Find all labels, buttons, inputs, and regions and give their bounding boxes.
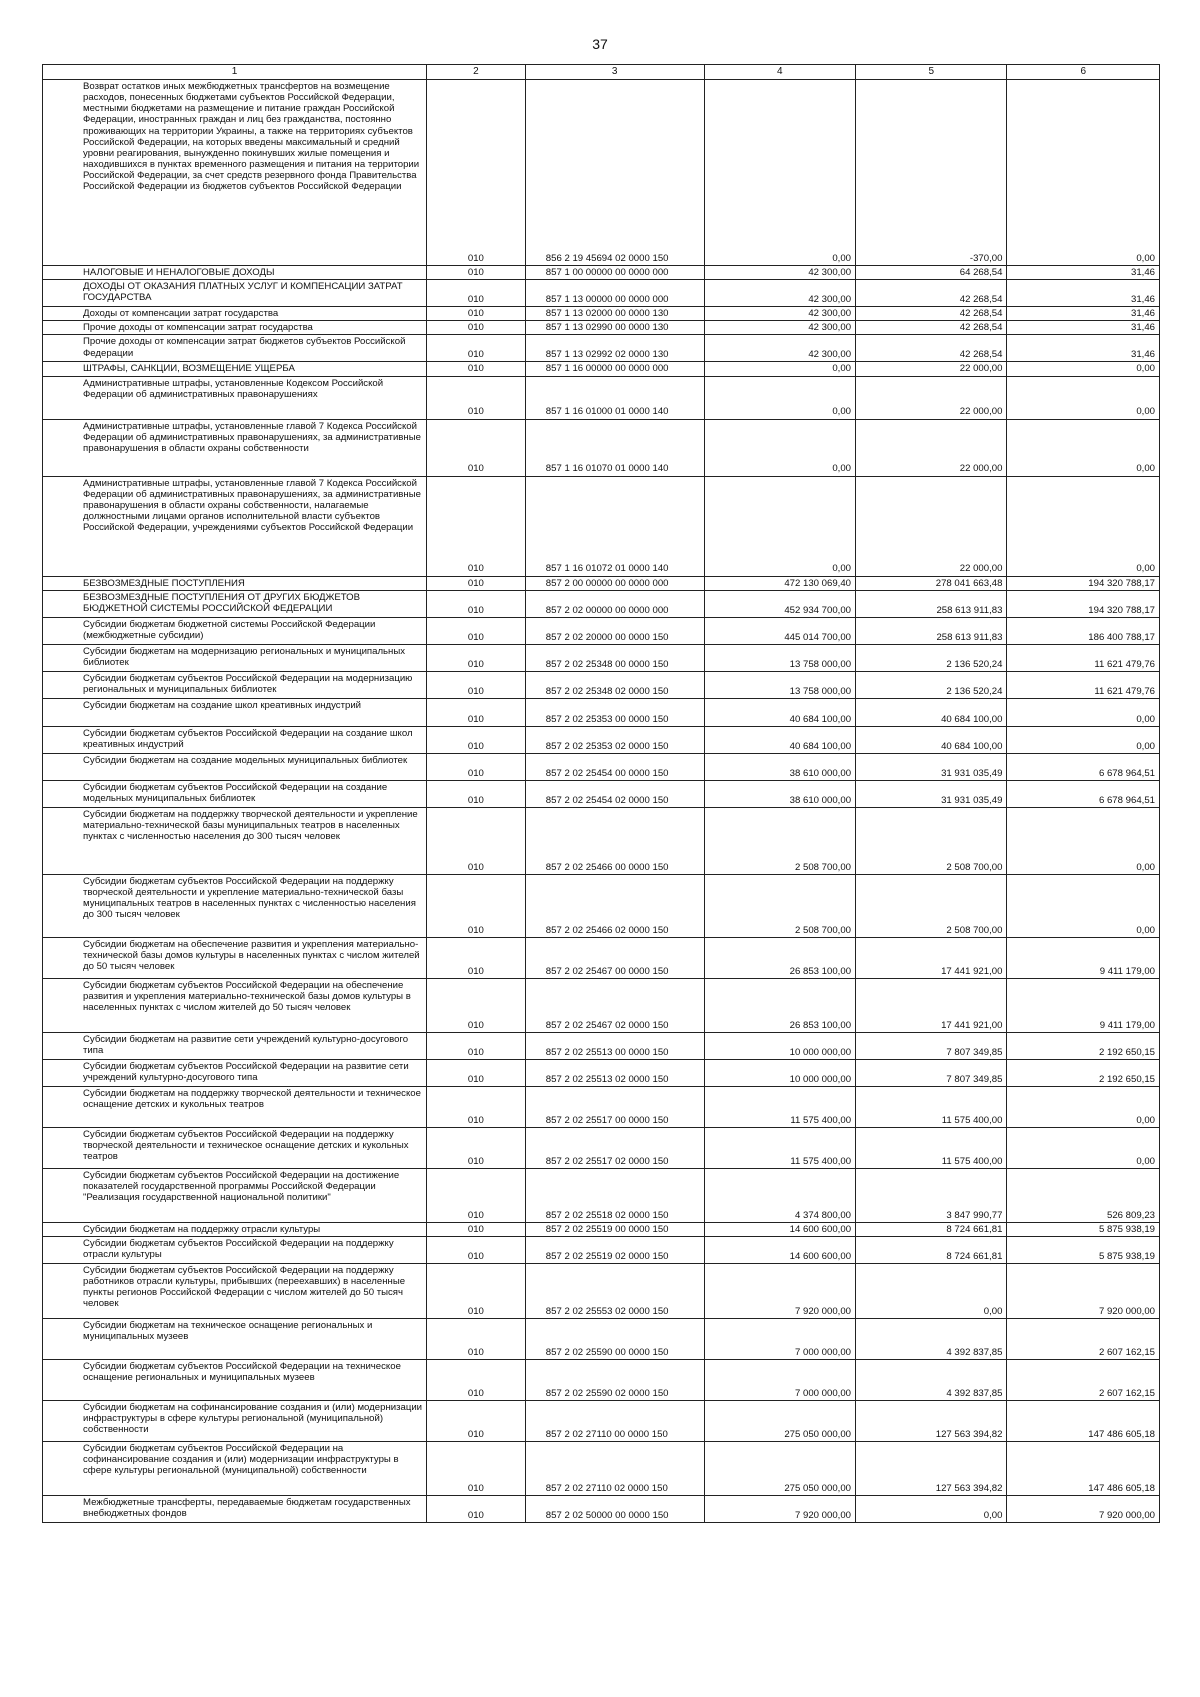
row-executed-amount: 8 724 661,81: [856, 1222, 1007, 1236]
row-classification-code: 857 2 02 50000 00 0000 150: [525, 1495, 704, 1522]
row-unexecuted-amount: 526 809,23: [1007, 1168, 1160, 1222]
column-number-row: [43, 65, 1160, 80]
row-unexecuted-amount: 2 192 650,15: [1007, 1059, 1160, 1086]
row-line-code: 010: [427, 978, 526, 1032]
row-name: Административные штрафы, установленные главой 7 Кодекса Российской Федерации об административных правонарушениях, за административные правонарушения в области охраны собственности: [43, 419, 427, 476]
row-approved-amount: 0,00: [704, 419, 855, 476]
table-row: [43, 1359, 1160, 1400]
row-line-code: 010: [427, 1495, 526, 1522]
row-classification-code: 857 2 02 25353 02 0000 150: [525, 726, 704, 753]
row-approved-amount: 275 050 000,00: [704, 1441, 855, 1495]
row-unexecuted-amount: 31,46: [1007, 335, 1160, 362]
row-approved-amount: 0,00: [704, 80, 855, 266]
row-executed-amount: 17 441 921,00: [856, 978, 1007, 1032]
row-executed-amount: 4 392 837,85: [856, 1359, 1007, 1400]
row-line-code: 010: [427, 576, 526, 590]
table-row: [43, 1086, 1160, 1127]
row-name: Субсидии бюджетам на обеспечение развития и укрепления материально-технической базы домов культуры в населенных пунктах с числом жителей до 50 тысяч человек: [43, 937, 427, 978]
row-name: Субсидии бюджетам субъектов Российской Федерации на поддержку творческой деятельности и техническое оснащение детских и кукольных театров: [43, 1127, 427, 1168]
table-row: [43, 1168, 1160, 1222]
page-number: 37: [592, 36, 608, 52]
row-classification-code: 857 2 02 25467 00 0000 150: [525, 937, 704, 978]
row-line-code: 010: [427, 476, 526, 576]
row-unexecuted-amount: 147 486 605,18: [1007, 1441, 1160, 1495]
column-number: 4: [704, 65, 855, 80]
row-approved-amount: 38 610 000,00: [704, 780, 855, 807]
table-row: [43, 80, 1160, 266]
row-line-code: 010: [427, 780, 526, 807]
row-classification-code: 857 2 02 25519 00 0000 150: [525, 1222, 704, 1236]
row-classification-code: 857 1 16 01072 01 0000 140: [525, 476, 704, 576]
table-row: [43, 617, 1160, 644]
row-classification-code: 857 2 02 25553 02 0000 150: [525, 1263, 704, 1318]
row-name: Административные штрафы, установленные главой 7 Кодекса Российской Федерации об административных правонарушениях, за административные правонарушения в области охраны собственности, налагаемые должностными лицами органов исполнительной власти субъектов Российской Федерации, учреждениями субъектов Российской Федерации: [43, 476, 427, 576]
row-executed-amount: 31 931 035,49: [856, 753, 1007, 780]
row-name: Субсидии бюджетам субъектов Российской Федерации на модернизацию региональных и муниципальных библиотек: [43, 671, 427, 698]
row-name: Субсидии бюджетам субъектов Российской Федерации на достижение показателей государственной программы Российской Федерации "Реализация государственной национальной политики": [43, 1168, 427, 1222]
row-unexecuted-amount: 11 621 479,76: [1007, 671, 1160, 698]
row-executed-amount: 2 136 520,24: [856, 644, 1007, 671]
row-unexecuted-amount: 0,00: [1007, 476, 1160, 576]
row-line-code: 010: [427, 874, 526, 937]
row-name: Субсидии бюджетам субъектов Российской Федерации на софинансирование создания и (или) модернизации инфраструктуры в сфере культуры региональной (муниципальной) собственности: [43, 1441, 427, 1495]
row-line-code: 010: [427, 590, 526, 617]
row-executed-amount: 22 000,00: [856, 419, 1007, 476]
table-row: [43, 1441, 1160, 1495]
row-line-code: 010: [427, 807, 526, 874]
row-unexecuted-amount: 0,00: [1007, 362, 1160, 376]
row-name: ШТРАФЫ, САНКЦИИ, ВОЗМЕЩЕНИЕ УЩЕРБА: [43, 362, 427, 376]
table-row: [43, 978, 1160, 1032]
row-unexecuted-amount: 9 411 179,00: [1007, 937, 1160, 978]
row-classification-code: 857 2 02 25353 00 0000 150: [525, 698, 704, 726]
row-line-code: 010: [427, 1359, 526, 1400]
row-line-code: 010: [427, 280, 526, 307]
table-row: [43, 335, 1160, 362]
row-executed-amount: 7 807 349,85: [856, 1032, 1007, 1059]
row-executed-amount: 22 000,00: [856, 362, 1007, 376]
row-approved-amount: 13 758 000,00: [704, 671, 855, 698]
row-line-code: 010: [427, 80, 526, 266]
row-approved-amount: 275 050 000,00: [704, 1400, 855, 1441]
column-number: 6: [1007, 65, 1160, 80]
row-approved-amount: 42 300,00: [704, 280, 855, 307]
row-unexecuted-amount: 31,46: [1007, 307, 1160, 321]
table-row: [43, 671, 1160, 698]
table-row: [43, 1236, 1160, 1263]
row-approved-amount: 10 000 000,00: [704, 1032, 855, 1059]
row-executed-amount: 127 563 394,82: [856, 1441, 1007, 1495]
row-line-code: 010: [427, 307, 526, 321]
row-unexecuted-amount: 7 920 000,00: [1007, 1495, 1160, 1522]
row-executed-amount: 258 613 911,83: [856, 617, 1007, 644]
row-approved-amount: 42 300,00: [704, 266, 855, 280]
row-approved-amount: 10 000 000,00: [704, 1059, 855, 1086]
row-line-code: 010: [427, 1222, 526, 1236]
row-line-code: 010: [427, 1127, 526, 1168]
row-executed-amount: 2 136 520,24: [856, 671, 1007, 698]
row-executed-amount: 4 392 837,85: [856, 1318, 1007, 1359]
row-classification-code: 857 2 02 25348 00 0000 150: [525, 644, 704, 671]
row-line-code: 010: [427, 671, 526, 698]
table-row: [43, 1318, 1160, 1359]
row-unexecuted-amount: 9 411 179,00: [1007, 978, 1160, 1032]
row-classification-code: 857 1 13 02992 02 0000 130: [525, 335, 704, 362]
row-executed-amount: 64 268,54: [856, 266, 1007, 280]
row-classification-code: 856 2 19 45694 02 0000 150: [525, 80, 704, 266]
row-line-code: 010: [427, 753, 526, 780]
row-unexecuted-amount: 6 678 964,51: [1007, 753, 1160, 780]
column-number: 3: [525, 65, 704, 80]
row-line-code: 010: [427, 266, 526, 280]
row-classification-code: 857 2 02 25513 02 0000 150: [525, 1059, 704, 1086]
row-unexecuted-amount: 0,00: [1007, 419, 1160, 476]
table-row: [43, 280, 1160, 307]
row-classification-code: 857 2 02 25454 02 0000 150: [525, 780, 704, 807]
row-name: Возврат остатков иных межбюджетных трансфертов на возмещение расходов, понесенных бюджетами субъектов Российской Федерации, местными бюджетами на размещение и питание граждан Российской Федерации, иностранных граждан и лиц без гражданства, постоянно проживающих на территории Украины, а также на территориях субъектов Российской Федерации, на которых введены максимальный и средний уровни реагирования, вынужденно покинувших жилые помещения и находившихся в пунктах временного размещения и питания на территории Российской Федерации, за счет средств резервного фонда Правительства Российской Федерации из бюджетов субъектов Российской Федерации: [43, 80, 427, 266]
table-row: [43, 590, 1160, 617]
table-row: [43, 1263, 1160, 1318]
row-unexecuted-amount: 0,00: [1007, 874, 1160, 937]
column-number: 5: [856, 65, 1007, 80]
row-unexecuted-amount: 11 621 479,76: [1007, 644, 1160, 671]
row-line-code: 010: [427, 698, 526, 726]
row-line-code: 010: [427, 1168, 526, 1222]
row-unexecuted-amount: 5 875 938,19: [1007, 1222, 1160, 1236]
row-line-code: 010: [427, 1059, 526, 1086]
table-row: [43, 698, 1160, 726]
row-executed-amount: 42 268,54: [856, 307, 1007, 321]
row-classification-code: 857 2 02 25454 00 0000 150: [525, 753, 704, 780]
table-row: [43, 476, 1160, 576]
row-name: Доходы от компенсации затрат государства: [43, 307, 427, 321]
row-name: Субсидии бюджетам на развитие сети учреждений культурно-досугового типа: [43, 1032, 427, 1059]
row-approved-amount: 4 374 800,00: [704, 1168, 855, 1222]
row-approved-amount: 38 610 000,00: [704, 753, 855, 780]
row-classification-code: 857 1 13 02990 00 0000 130: [525, 321, 704, 335]
row-unexecuted-amount: 186 400 788,17: [1007, 617, 1160, 644]
table-row: [43, 1400, 1160, 1441]
row-line-code: 010: [427, 321, 526, 335]
row-approved-amount: 42 300,00: [704, 307, 855, 321]
row-executed-amount: 42 268,54: [856, 321, 1007, 335]
row-unexecuted-amount: 194 320 788,17: [1007, 590, 1160, 617]
row-approved-amount: 0,00: [704, 476, 855, 576]
row-name: Субсидии бюджетам на поддержку творческой деятельности и техническое оснащение детских и кукольных театров: [43, 1086, 427, 1127]
row-executed-amount: -370,00: [856, 80, 1007, 266]
row-line-code: 010: [427, 617, 526, 644]
row-name: Субсидии бюджетам на софинансирование создания и (или) модернизации инфраструктуры в сфере культуры региональной (муниципальной) собственности: [43, 1400, 427, 1441]
row-name: БЕЗВОЗМЕЗДНЫЕ ПОСТУПЛЕНИЯ ОТ ДРУГИХ БЮДЖЕТОВ БЮДЖЕТНОЙ СИСТЕМЫ РОССИЙСКОЙ ФЕДЕРАЦИИ: [43, 590, 427, 617]
row-name: Субсидии бюджетам на модернизацию региональных и муниципальных библиотек: [43, 644, 427, 671]
row-approved-amount: 26 853 100,00: [704, 978, 855, 1032]
row-line-code: 010: [427, 644, 526, 671]
row-executed-amount: 17 441 921,00: [856, 937, 1007, 978]
table-row: [43, 419, 1160, 476]
row-executed-amount: 8 724 661,81: [856, 1236, 1007, 1263]
row-unexecuted-amount: 194 320 788,17: [1007, 576, 1160, 590]
row-approved-amount: 445 014 700,00: [704, 617, 855, 644]
row-classification-code: 857 2 02 25517 00 0000 150: [525, 1086, 704, 1127]
row-executed-amount: 42 268,54: [856, 335, 1007, 362]
row-classification-code: 857 2 00 00000 00 0000 000: [525, 576, 704, 590]
row-name: Субсидии бюджетам субъектов Российской Федерации на техническое оснащение региональных и муниципальных музеев: [43, 1359, 427, 1400]
row-approved-amount: 7 000 000,00: [704, 1318, 855, 1359]
row-unexecuted-amount: 7 920 000,00: [1007, 1263, 1160, 1318]
row-name: Субсидии бюджетам субъектов Российской Федерации на создание модельных муниципальных библиотек: [43, 780, 427, 807]
row-executed-amount: 278 041 663,48: [856, 576, 1007, 590]
row-approved-amount: 42 300,00: [704, 321, 855, 335]
row-unexecuted-amount: 2 607 162,15: [1007, 1318, 1160, 1359]
row-approved-amount: 14 600 600,00: [704, 1222, 855, 1236]
row-unexecuted-amount: 31,46: [1007, 321, 1160, 335]
table-row: [43, 576, 1160, 590]
row-name: Субсидии бюджетам на поддержку творческой деятельности и укрепление материально-технической базы муниципальных театров в населенных пунктах с численностью населения до 300 тысяч человек: [43, 807, 427, 874]
row-unexecuted-amount: 31,46: [1007, 280, 1160, 307]
table-row: [43, 321, 1160, 335]
row-name: Субсидии бюджетам на создание школ креативных индустрий: [43, 698, 427, 726]
row-unexecuted-amount: 0,00: [1007, 726, 1160, 753]
row-classification-code: 857 2 02 25590 02 0000 150: [525, 1359, 704, 1400]
row-executed-amount: 40 684 100,00: [856, 726, 1007, 753]
row-executed-amount: 3 847 990,77: [856, 1168, 1007, 1222]
row-unexecuted-amount: 2 192 650,15: [1007, 1032, 1160, 1059]
income-report-table: [42, 64, 1160, 1523]
row-name: Субсидии бюджетам субъектов Российской Федерации на развитие сети учреждений культурно-досугового типа: [43, 1059, 427, 1086]
row-classification-code: 857 2 02 25467 02 0000 150: [525, 978, 704, 1032]
row-approved-amount: 7 000 000,00: [704, 1359, 855, 1400]
row-line-code: 010: [427, 1400, 526, 1441]
row-line-code: 010: [427, 937, 526, 978]
row-executed-amount: 11 575 400,00: [856, 1127, 1007, 1168]
row-unexecuted-amount: 147 486 605,18: [1007, 1400, 1160, 1441]
row-approved-amount: 11 575 400,00: [704, 1127, 855, 1168]
row-name: Прочие доходы от компенсации затрат государства: [43, 321, 427, 335]
row-executed-amount: 11 575 400,00: [856, 1086, 1007, 1127]
row-name: Субсидии бюджетам бюджетной системы Российской Федерации (межбюджетные субсидии): [43, 617, 427, 644]
row-classification-code: 857 2 02 25517 02 0000 150: [525, 1127, 704, 1168]
row-unexecuted-amount: 0,00: [1007, 1127, 1160, 1168]
row-executed-amount: 22 000,00: [856, 476, 1007, 576]
row-approved-amount: 40 684 100,00: [704, 698, 855, 726]
row-classification-code: 857 2 02 25518 02 0000 150: [525, 1168, 704, 1222]
row-unexecuted-amount: 0,00: [1007, 807, 1160, 874]
table-row: [43, 937, 1160, 978]
row-approved-amount: 2 508 700,00: [704, 874, 855, 937]
row-name: Межбюджетные трансферты, передаваемые бюджетам государственных внебюджетных фондов: [43, 1495, 427, 1522]
row-classification-code: 857 1 16 01070 01 0000 140: [525, 419, 704, 476]
report-body: [43, 65, 1160, 1523]
table-row: [43, 1222, 1160, 1236]
row-name: Субсидии бюджетам на техническое оснащение региональных и муниципальных музеев: [43, 1318, 427, 1359]
row-classification-code: 857 2 02 27110 00 0000 150: [525, 1400, 704, 1441]
row-name: Административные штрафы, установленные Кодексом Российской Федерации об административных правонарушениях: [43, 376, 427, 419]
table-row: [43, 1032, 1160, 1059]
table-row: [43, 807, 1160, 874]
row-executed-amount: 0,00: [856, 1495, 1007, 1522]
row-line-code: 010: [427, 1032, 526, 1059]
row-executed-amount: 258 613 911,83: [856, 590, 1007, 617]
row-line-code: 010: [427, 1236, 526, 1263]
row-line-code: 010: [427, 1441, 526, 1495]
table-row: [43, 362, 1160, 376]
row-name: Субсидии бюджетам субъектов Российской Федерации на создание школ креативных индустрий: [43, 726, 427, 753]
row-executed-amount: 0,00: [856, 1263, 1007, 1318]
table-row: [43, 1495, 1160, 1522]
row-approved-amount: 42 300,00: [704, 335, 855, 362]
row-line-code: 010: [427, 335, 526, 362]
row-approved-amount: 0,00: [704, 362, 855, 376]
row-approved-amount: 2 508 700,00: [704, 807, 855, 874]
row-name: Прочие доходы от компенсации затрат бюджетов субъектов Российской Федерации: [43, 335, 427, 362]
table-row: [43, 753, 1160, 780]
row-classification-code: 857 2 02 25348 02 0000 150: [525, 671, 704, 698]
row-executed-amount: 31 931 035,49: [856, 780, 1007, 807]
row-line-code: 010: [427, 362, 526, 376]
row-line-code: 010: [427, 376, 526, 419]
row-unexecuted-amount: 0,00: [1007, 376, 1160, 419]
table-row: [43, 1127, 1160, 1168]
row-approved-amount: 11 575 400,00: [704, 1086, 855, 1127]
row-approved-amount: 7 920 000,00: [704, 1495, 855, 1522]
row-approved-amount: 7 920 000,00: [704, 1263, 855, 1318]
row-approved-amount: 26 853 100,00: [704, 937, 855, 978]
row-name: Субсидии бюджетам субъектов Российской Федерации на поддержку отрасли культуры: [43, 1236, 427, 1263]
table-row: [43, 266, 1160, 280]
row-classification-code: 857 2 02 00000 00 0000 000: [525, 590, 704, 617]
row-line-code: 010: [427, 726, 526, 753]
table-row: [43, 874, 1160, 937]
row-approved-amount: 14 600 600,00: [704, 1236, 855, 1263]
row-classification-code: 857 1 00 00000 00 0000 000: [525, 266, 704, 280]
table-row: [43, 1059, 1160, 1086]
row-classification-code: 857 1 13 02000 00 0000 130: [525, 307, 704, 321]
row-line-code: 010: [427, 1263, 526, 1318]
row-unexecuted-amount: 5 875 938,19: [1007, 1236, 1160, 1263]
table-row: [43, 307, 1160, 321]
row-approved-amount: 452 934 700,00: [704, 590, 855, 617]
row-unexecuted-amount: 0,00: [1007, 698, 1160, 726]
row-name: ДОХОДЫ ОТ ОКАЗАНИЯ ПЛАТНЫХ УСЛУГ И КОМПЕНСАЦИИ ЗАТРАТ ГОСУДАРСТВА: [43, 280, 427, 307]
column-number: 1: [43, 65, 427, 80]
column-number: 2: [427, 65, 526, 80]
row-executed-amount: 2 508 700,00: [856, 807, 1007, 874]
row-unexecuted-amount: 31,46: [1007, 266, 1160, 280]
row-approved-amount: 40 684 100,00: [704, 726, 855, 753]
row-name: НАЛОГОВЫЕ И НЕНАЛОГОВЫЕ ДОХОДЫ: [43, 266, 427, 280]
row-classification-code: 857 2 02 25590 00 0000 150: [525, 1318, 704, 1359]
row-name: Субсидии бюджетам на создание модельных муниципальных библиотек: [43, 753, 427, 780]
row-line-code: 010: [427, 419, 526, 476]
row-unexecuted-amount: 0,00: [1007, 1086, 1160, 1127]
table-row: [43, 644, 1160, 671]
row-unexecuted-amount: 6 678 964,51: [1007, 780, 1160, 807]
row-approved-amount: 0,00: [704, 376, 855, 419]
table-row: [43, 726, 1160, 753]
row-name: Субсидии бюджетам на поддержку отрасли культуры: [43, 1222, 427, 1236]
row-executed-amount: 40 684 100,00: [856, 698, 1007, 726]
row-line-code: 010: [427, 1318, 526, 1359]
row-name: БЕЗВОЗМЕЗДНЫЕ ПОСТУПЛЕНИЯ: [43, 576, 427, 590]
row-classification-code: 857 1 16 01000 01 0000 140: [525, 376, 704, 419]
row-executed-amount: 2 508 700,00: [856, 874, 1007, 937]
row-classification-code: 857 1 13 00000 00 0000 000: [525, 280, 704, 307]
row-executed-amount: 22 000,00: [856, 376, 1007, 419]
row-approved-amount: 472 130 069,40: [704, 576, 855, 590]
row-classification-code: 857 2 02 25466 02 0000 150: [525, 874, 704, 937]
row-executed-amount: 127 563 394,82: [856, 1400, 1007, 1441]
row-classification-code: 857 2 02 25519 02 0000 150: [525, 1236, 704, 1263]
row-classification-code: 857 2 02 25513 00 0000 150: [525, 1032, 704, 1059]
row-unexecuted-amount: 2 607 162,15: [1007, 1359, 1160, 1400]
row-classification-code: 857 2 02 25466 00 0000 150: [525, 807, 704, 874]
row-unexecuted-amount: 0,00: [1007, 80, 1160, 266]
table-row: [43, 376, 1160, 419]
row-executed-amount: 7 807 349,85: [856, 1059, 1007, 1086]
table-row: [43, 780, 1160, 807]
row-name: Субсидии бюджетам субъектов Российской Федерации на поддержку творческой деятельности и укрепление материально-технической базы муниципальных театров в населенных пунктах с численностью населения до 300 тысяч человек: [43, 874, 427, 937]
row-classification-code: 857 2 02 20000 00 0000 150: [525, 617, 704, 644]
row-executed-amount: 42 268,54: [856, 280, 1007, 307]
row-classification-code: 857 2 02 27110 02 0000 150: [525, 1441, 704, 1495]
row-name: Субсидии бюджетам субъектов Российской Федерации на обеспечение развития и укрепления материально-технической базы домов культуры в населенных пунктах с числом жителей до 50 тысяч человек: [43, 978, 427, 1032]
row-line-code: 010: [427, 1086, 526, 1127]
row-approved-amount: 13 758 000,00: [704, 644, 855, 671]
row-name: Субсидии бюджетам субъектов Российской Федерации на поддержку работников отрасли культуры, прибывших (переехавших) в населенные пункты регионов Российской Федерации с числом жителей до 50 тысяч человек: [43, 1263, 427, 1318]
row-classification-code: 857 1 16 00000 00 0000 000: [525, 362, 704, 376]
